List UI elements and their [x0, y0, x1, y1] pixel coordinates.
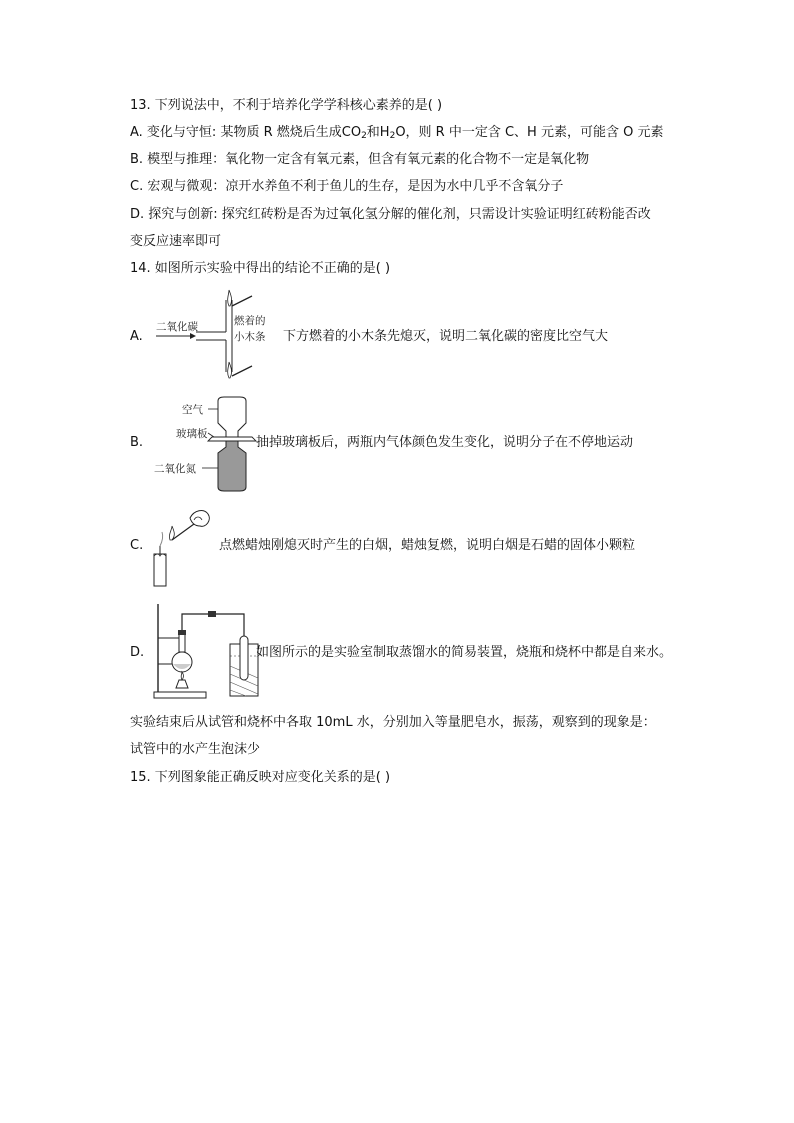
arrow-head-icon — [190, 333, 196, 339]
q14-b-letter: B. — [130, 435, 144, 450]
q14-c-letter: C. — [130, 538, 144, 553]
q14-c-text: 点燃蜡烛刚熄灭时产生的白烟，蜡烛复燃，说明白烟是石蜡的固体小颗粒 — [219, 538, 636, 553]
gas-diffusion-figure — [152, 395, 262, 495]
q14-stem: 14. 如图所示实验中得出的结论不正确的是( ) — [130, 261, 391, 276]
glass-plate — [208, 437, 256, 441]
q14-a-text: 下方燃着的小木条先熄灭，说明二氧化碳的密度比空气大 — [283, 329, 609, 344]
top-flame-icon — [228, 290, 232, 306]
q13-option-a — [130, 124, 663, 145]
q13-option-c: C. 宏观与微观：凉开水养鱼不利于鱼儿的生存，是因为水中几乎不含氧分子 — [130, 179, 564, 194]
q13-a-sub-2: 2 — [389, 131, 396, 141]
candle — [154, 554, 166, 586]
plate-pointer — [208, 433, 214, 437]
q13-option-d-line2: 变反应速率即可 — [130, 234, 222, 249]
q13-stem: 13. 下列说法中，不利于培养化学学科核心素养的是( ) — [130, 98, 443, 113]
lamp-flame-icon — [181, 672, 183, 680]
q14-d-text: 如图所示的是实验室制取蒸馏水的简易装置，烧瓶和烧杯中都是自来水。 — [256, 645, 673, 660]
stick-label-2: 小木条 — [234, 331, 266, 343]
flask-neck — [179, 634, 185, 652]
stick-label-1: 燃着的 — [234, 315, 266, 327]
q14-d-continuation-1: 实验结束后从试管和烧杯中各取 10mL 水，分别加入等量肥皂水，振荡，观察到的现象是： — [130, 715, 656, 730]
stand-base — [154, 692, 206, 698]
tube-joint — [208, 611, 216, 617]
smoke-icon — [160, 532, 163, 546]
q13-a-text-2: 和H — [366, 125, 390, 140]
q14-a-letter: A. — [130, 329, 143, 344]
q15-stem: 15. 下列图象能正确反映对应变化关系的是( ) — [130, 770, 391, 785]
match-flame-icon — [169, 526, 174, 540]
q14-d-letter: D. — [130, 645, 145, 660]
q13-option-b: B. 模型与推理：氧化物一定含有氧元素，但含有氧元素的化合物不一定是氧化物 — [130, 152, 590, 167]
candle-smoke-figure — [150, 502, 220, 592]
test-tube — [240, 636, 248, 680]
q13-a-text-3: O，则 R 中一定含 C、H 元素，可能含 O 元素 — [395, 125, 664, 140]
q13-a-text-1: A. 变化与守恒: 某物质 R 燃烧后生成CO — [130, 125, 362, 140]
hand-icon — [190, 511, 209, 527]
q13-a-sub-1: 2 — [361, 131, 367, 141]
alcohol-lamp — [176, 680, 188, 688]
lower-bottle — [218, 441, 246, 491]
match-stick — [172, 524, 194, 540]
plate-label: 玻璃板 — [176, 428, 208, 440]
upper-bottle — [218, 397, 246, 437]
co2-candle-figure — [152, 286, 302, 386]
bottom-stick — [232, 366, 252, 376]
bottom-flame-icon — [228, 362, 232, 378]
top-stick — [232, 296, 252, 306]
air-label: 空气 — [182, 404, 203, 416]
distillation-figure — [150, 600, 260, 705]
delivery-tube — [182, 614, 244, 636]
co2-label: 二氧化碳 — [156, 321, 198, 333]
no2-label: 二氧化氮 — [154, 463, 196, 475]
stopper — [178, 630, 186, 635]
q14-b-text: 抽掉玻璃板后，两瓶内气体颜色发生变化，说明分子在不停地运动 — [256, 435, 634, 450]
q13-option-d-line1: D. 探究与创新: 探究红砖粉是否为过氧化氢分解的催化剂，只需设计实验证明红砖粉能否改 — [130, 207, 651, 222]
q14-d-continuation-2: 试管中的水产生泡沫少 — [130, 742, 261, 757]
